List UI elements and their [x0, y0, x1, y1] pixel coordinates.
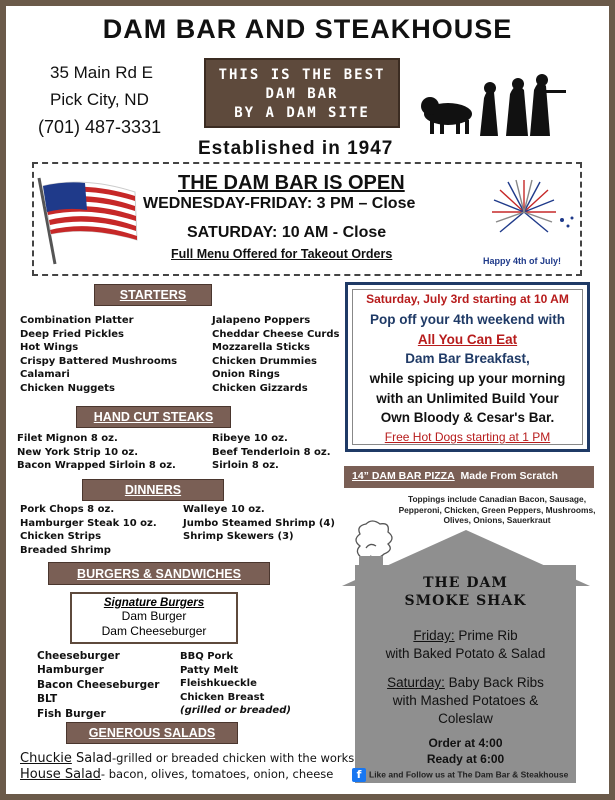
menu-item: Patty Melt: [180, 664, 239, 676]
sign-line: THIS IS THE BEST: [218, 67, 386, 83]
promo-line: Dam Bar Breakfast,: [405, 351, 530, 366]
pizza-banner: [344, 466, 594, 488]
starters-right-list: [212, 314, 339, 396]
menu-item: Crispy Battered Mushrooms: [20, 355, 178, 367]
starters-left-list: [20, 314, 177, 396]
wooden-sign: [204, 58, 400, 128]
takeout-note: Full Menu Offered for Takeout Orders: [171, 247, 393, 261]
special-day: Saturday:: [387, 675, 445, 690]
facebook-text: Like and Follow us at The Dam Bar & Steakhouse: [369, 769, 569, 780]
established-year: Established in 1947: [198, 138, 394, 159]
burgers-heading: BURGERS & SANDWICHES: [48, 562, 270, 585]
pizza-heading: 14” DAM BAR PIZZA: [352, 470, 455, 482]
friday-side: with Baked Potato & Salad: [385, 646, 546, 661]
menu-item: Sirloin 8 oz.: [212, 460, 279, 472]
menu-item: New York Strip 10 oz.: [17, 446, 138, 458]
starters-heading: STARTERS: [94, 284, 212, 306]
menu-item: Deep Fried Pickles: [20, 328, 124, 340]
order-time: Order at 4:00: [428, 736, 503, 750]
pizza-toppings: Toppings include Canadian Bacon, Sausage, Pepperoni, Chicken, Green Peppers, Mushrooms, Olives, Onions, Sauerkraut: [398, 494, 596, 525]
menu-item: Walleye 10 oz.: [183, 504, 265, 515]
pizza-note: Made From Scratch: [460, 470, 558, 482]
burgers-right-list: [180, 650, 291, 718]
menu-item: Chicken Strips: [20, 531, 102, 543]
american-flag-icon: [35, 176, 145, 266]
signature-title: Signature Burgers: [103, 597, 205, 609]
july-promo-box: [345, 282, 590, 452]
open-title: THE DAM BAR IS OPEN: [178, 172, 405, 194]
menu-item: Beef Tenderloin 8 oz.: [212, 446, 331, 458]
promo-line: Own Bloody & Cesar's Bar.: [380, 410, 555, 425]
menu-item: Pork Chops 8 oz.: [20, 504, 115, 515]
ready-time: Ready at 6:00: [426, 752, 505, 766]
signature-item: Dam Cheeseburger: [101, 624, 207, 638]
promo-date: Saturday, July 3rd starting at 10 AM: [366, 292, 569, 306]
burgers-left-list: [37, 649, 159, 721]
promo-line: while spicing up your morning: [369, 371, 566, 386]
promo-line: Pop off your 4th weekend with: [369, 312, 565, 327]
menu-item: Bacon Wrapped Sirloin 8 oz.: [17, 460, 176, 472]
menu-item: Fleishkueckle: [180, 678, 257, 690]
promo-line: All You Can Eat: [417, 332, 518, 347]
steaks-right-list: [212, 432, 331, 473]
salad-desc: - bacon, olives, tomatoes, onion, cheese: [100, 767, 334, 781]
menu-item: Chicken Breast: [180, 691, 265, 703]
menu-item: Bacon Cheeseburger: [37, 678, 160, 691]
fireworks-caption: Happy 4th of July!: [483, 256, 562, 266]
friday-special: [355, 627, 576, 644]
saturday-side: with Mashed Potatoes &: [392, 693, 539, 708]
menu-item: BLT: [37, 693, 58, 706]
weekday-hours: WEDNESDAY-FRIDAY: 3 PM – Close: [143, 195, 416, 212]
special-item: Baby Back Ribs: [444, 675, 544, 690]
menu-item: Jalapeno Poppers: [212, 315, 311, 326]
menu-item: Jumbo Steamed Shrimp (4): [183, 517, 335, 529]
shak-title: SMOKE SHAK: [404, 593, 527, 609]
steaks-heading: HAND CUT STEAKS: [76, 406, 231, 428]
menu-item: Hot Wings: [20, 342, 79, 354]
menu-item: Cheeseburger: [37, 650, 120, 662]
menu-item: Chicken Gizzards: [212, 382, 308, 394]
dinners-heading: DINNERS: [82, 479, 224, 501]
salad-name: House Salad: [20, 767, 101, 782]
menu-item: Hamburger Steak 10 oz.: [20, 517, 157, 529]
dinners-left-list: [20, 503, 157, 557]
house-salad: [20, 767, 333, 782]
menu-item: Shrimp Skewers (3): [183, 531, 294, 543]
sign-line: DAM BAR: [265, 86, 339, 102]
saturday-special: [355, 674, 576, 691]
restaurant-title: DAM BAR AND STEAKHOUSE: [102, 14, 513, 44]
sign-line: BY A DAM SITE: [234, 105, 370, 121]
steaks-left-list: [17, 432, 176, 473]
saturday-side: Coleslaw: [438, 711, 493, 726]
menu-item: Chicken Drummies: [212, 355, 317, 367]
address-line-2: Pick City, ND: [50, 90, 149, 109]
address-line-1: 35 Main Rd E: [50, 63, 153, 82]
menu-item: Breaded Shrimp: [20, 544, 111, 556]
lewis-clark-silhouette-icon: [418, 72, 568, 138]
menu-item: Filet Mignon 8 oz.: [17, 433, 118, 444]
signature-burgers-box: [70, 592, 238, 644]
promo-line: with an Unlimited Build Your: [376, 391, 559, 406]
menu-item: Mozzarella Sticks: [212, 342, 310, 354]
chuckie-salad: [20, 751, 354, 766]
menu-item: BBQ Pork: [180, 651, 234, 662]
phone-number: (701) 487-3331: [38, 117, 162, 137]
menu-item: Onion Rings: [212, 369, 280, 381]
menu-item: Calamari: [20, 369, 70, 381]
facebook-icon: f: [352, 768, 366, 782]
salads-heading: GENEROUS SALADS: [66, 722, 238, 744]
dinners-right-list: [183, 503, 335, 544]
facebook-follow: [352, 768, 568, 782]
salad-desc: -grilled or breaded chicken with the works: [112, 751, 355, 765]
menu-item: Chicken Nuggets: [20, 382, 115, 394]
special-day: Friday:: [413, 628, 455, 643]
menu-item: Cheddar Cheese Curds: [212, 328, 340, 340]
salad-label: Salad: [71, 751, 113, 766]
promo-hotdogs: Free Hot Dogs starting at 1 PM: [384, 430, 551, 444]
shak-title: THE DAM: [423, 575, 508, 591]
menu-item: Hamburger: [37, 664, 104, 677]
saturday-hours: SATURDAY: 10 AM - Close: [187, 224, 387, 241]
menu-item-note: (grilled or breaded): [180, 705, 291, 717]
special-item: Prime Rib: [454, 628, 518, 643]
signature-item: Dam Burger: [121, 609, 187, 623]
menu-item: Fish Burger: [37, 707, 106, 720]
menu-item: Combination Platter: [20, 315, 134, 326]
menu-item: Ribeye 10 oz.: [212, 433, 288, 444]
fireworks-icon: [484, 176, 580, 256]
salad-name: Chuckie: [20, 751, 72, 766]
